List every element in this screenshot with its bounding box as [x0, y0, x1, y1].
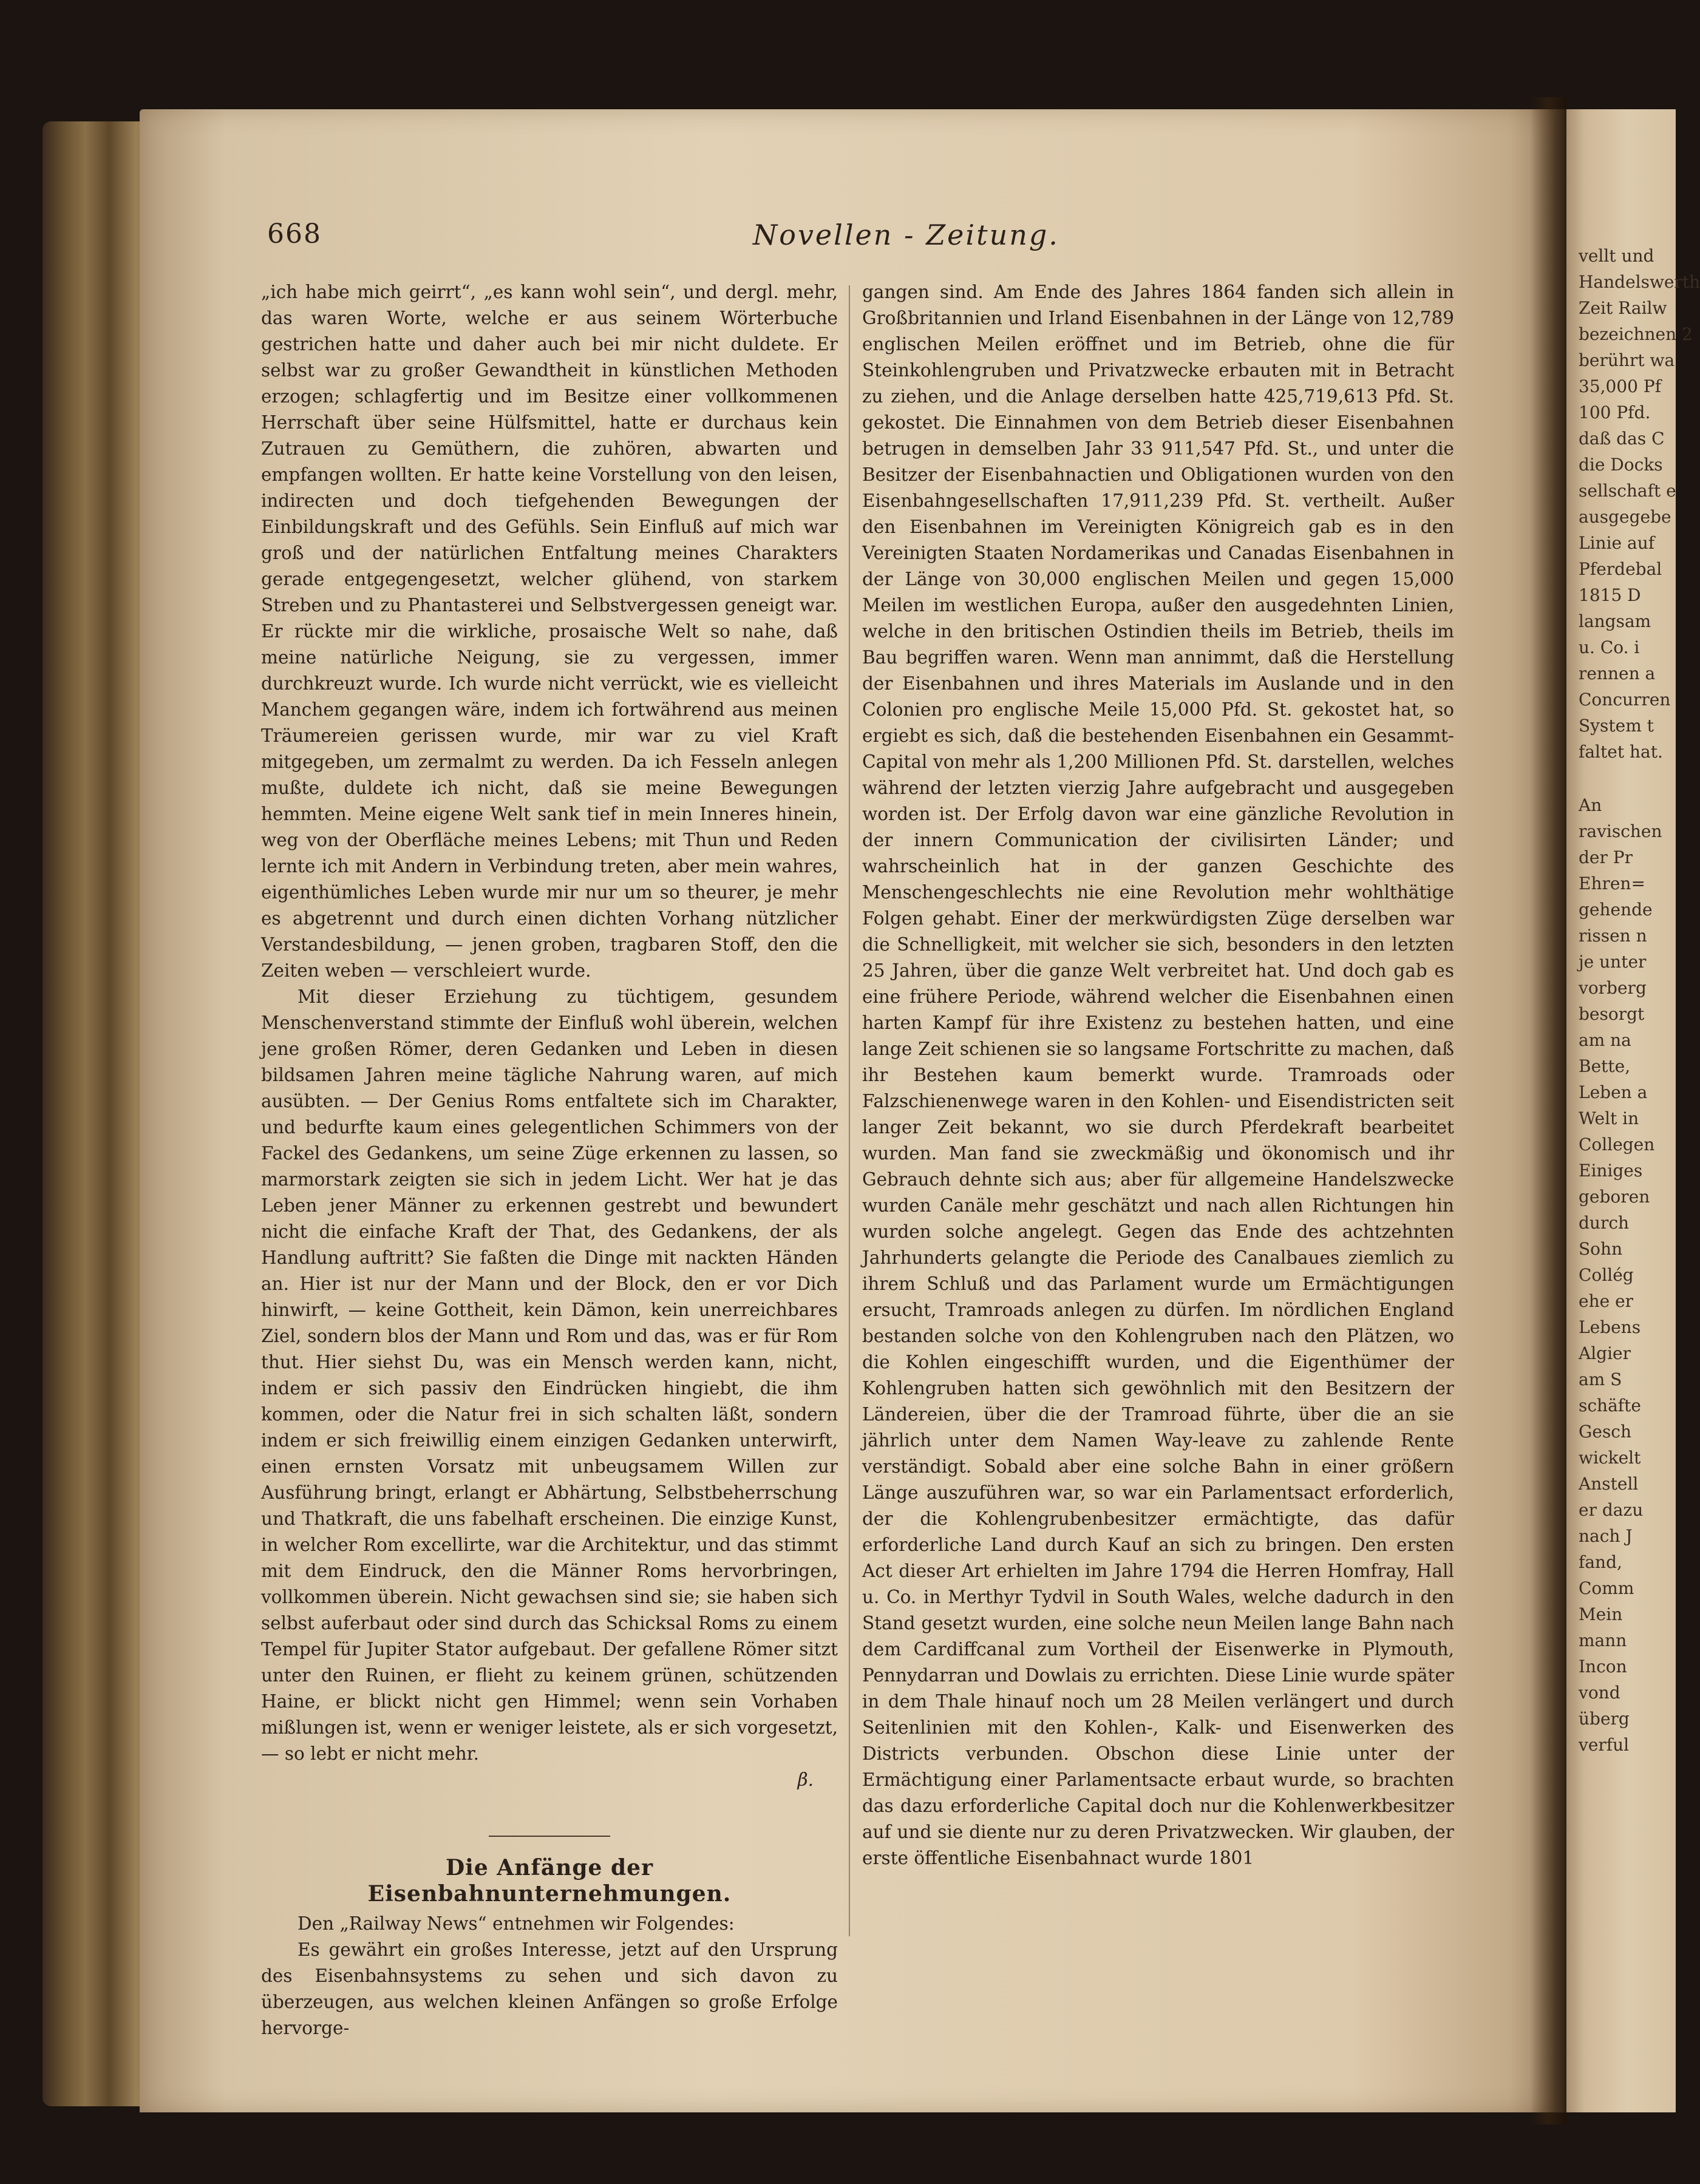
facing-line: Incon [1579, 1657, 1627, 1677]
facing-line: wickelt [1579, 1448, 1641, 1468]
facing-line: schäfte [1579, 1396, 1641, 1416]
facing-line: An [1579, 795, 1602, 815]
facing-line: am S [1579, 1369, 1622, 1389]
facing-line: fand, [1579, 1552, 1622, 1572]
facing-line: daß das C [1579, 429, 1665, 449]
facing-line: überg [1579, 1709, 1630, 1729]
facing-line: Gesch [1579, 1422, 1632, 1442]
author-signature: β. [797, 1769, 814, 1790]
facing-line: ehe er [1579, 1291, 1634, 1311]
facing-line: geboren [1579, 1187, 1650, 1207]
facing-line: vorberg [1579, 978, 1647, 998]
facing-line: je unter [1579, 952, 1647, 972]
facing-line: u. Co. i [1579, 637, 1640, 657]
facing-line: 100 Pfd. [1579, 402, 1651, 422]
facing-line: vond [1579, 1683, 1620, 1703]
facing-line: der Pr [1579, 847, 1633, 867]
column-rule [849, 285, 850, 1936]
book-gutter [1530, 97, 1566, 2125]
facing-line: Comm [1579, 1578, 1634, 1598]
facing-line: Lebens [1579, 1317, 1641, 1337]
facing-line: 35,000 Pf [1579, 376, 1662, 396]
facing-line: Algier [1579, 1343, 1631, 1363]
facing-line: System t [1579, 716, 1654, 736]
facing-line: langsam [1579, 611, 1651, 631]
facing-line: gehende [1579, 900, 1653, 920]
facing-line: ausgegebe [1579, 507, 1671, 527]
facing-line: die Docks [1579, 455, 1663, 475]
facing-line: vellt und [1579, 246, 1654, 266]
facing-page-text [1579, 243, 1700, 1758]
facing-line: ravischen [1579, 821, 1662, 841]
facing-line: verful [1579, 1735, 1630, 1755]
facing-line: sellschaft e [1579, 481, 1676, 501]
facing-line: faltet hat. [1579, 742, 1663, 762]
facing-line: Sohn [1579, 1239, 1623, 1259]
facing-line: Linie auf [1579, 533, 1655, 553]
facing-line: Leben a [1579, 1082, 1648, 1102]
facing-line: Collegen [1579, 1134, 1655, 1155]
facing-line: Bette, [1579, 1056, 1631, 1076]
facing-line: am na [1579, 1030, 1631, 1050]
facing-line: Pferdebal [1579, 559, 1662, 579]
facing-line: Mein [1579, 1604, 1623, 1624]
facing-line: besorgt [1579, 1004, 1645, 1024]
facing-line: Collég [1579, 1265, 1634, 1285]
left-text-column [261, 279, 838, 2041]
facing-line: Welt in [1579, 1108, 1639, 1128]
article-intro: Den „Railway News“ entnehmen wir Folgendes: [298, 1913, 735, 1934]
facing-line: er dazu [1579, 1500, 1644, 1520]
facing-line: Ehren= [1579, 873, 1645, 894]
running-title: Novellen - Zeitung. [753, 219, 1059, 251]
facing-line: Handelswerth [1579, 272, 1700, 292]
facing-line: Zeit Railw [1579, 298, 1667, 318]
facing-gap [1579, 765, 1670, 792]
facing-line: rissen n [1579, 926, 1647, 946]
article-title: Die Anfänge der Eisenbahnunternehmungen. [367, 1855, 732, 1907]
facing-line: bezeichnen 2 [1579, 324, 1693, 344]
paragraph: „ich habe mich geirrt“, „es kann wohl sein“, und dergl. mehr, das waren Worte, welche er aus seinem Wörterbuche gestrichen hatte und daher auch bei mir nicht duldete. Er selbst war zu großer Gewandtheit in künstlichen Methoden erzogen; schlagfertig und im Besitze einer vollkommenen Herrschaft über seine Hülfsmittel, hatte er durchaus kein Zutrauen zu Gemüthern, die zuhören, abwarten und empfangen wollten. Er hatte keine Vorstellung von den leisen, indirecten und doch tiefgehenden Bewegungen der Einbildungskraft und des Gefühls. Sein Einfluß auf mich war groß und der natürlichen Entfaltung meines Charakters gerade entgegengesetzt, welcher glühend, von starkem Streben und zu Phantasterei und Selbstvergessen geneigt war. Er rückte mir die wirkliche, prosaische Welt so nahe, daß meine natürliche Neigung, sie zu vergessen, immer durchkreuzt wurde. Ich wurde nicht verrückt, wie es vielleicht Manchem gegangen wäre, indem ich fortwährend aus meinen Träumereien gerissen wurde, mir war zu viel Kraft mitgegeben, um zermalmt zu werden. Da ich Fesseln anlegen mußte, duldete ich nicht, daß sie meine Bewegungen hemmten. Meine eigene Welt sank tief in mein Inneres hinein, weg von der Oberfläche meines Lebens; mit Thun und Reden lernte ich mit Andern in Verbindung treten, aber mein wahres, eigenthümliches Leben wurde mir nur um so theurer, je mehr es abgetrennt und durch einen dichten Vorhang nützlicher Verstandesbildung, — jenen groben, tragbaren Stoff, den die Zeiten weben — verschleiert wurde. [261, 282, 838, 981]
facing-line: nach J [1579, 1526, 1633, 1546]
facing-line: berührt wa [1579, 350, 1675, 370]
facing-line: mann [1579, 1630, 1627, 1650]
facing-line: durch [1579, 1213, 1630, 1233]
facing-line: rennen a [1579, 663, 1656, 683]
paragraph: Es gewährt ein großes Interesse, jetzt auf den Ursprung des Eisenbahnsystems zu sehen und sich davon zu überzeugen, aus welchen kleinen Anfängen so große Erfolge hervorge- [261, 1939, 838, 2038]
right-text-column [862, 279, 1454, 1871]
paragraph: Mit dieser Erziehung zu tüchtigem, gesundem Menschenverstand stimmte der Einfluß wohl überein, welchen jene großen Römer, deren Gedanken und Leben in diesen bildsamen Jahren meine tägliche Nahrung waren, auf mich ausübten. — Der Genius Roms entfaltete sich im Charakter, und bedurfte kaum eines gelegentlichen Schimmers von der Fackel des Gedankens, um seine Züge erkennen zu lassen, so marmorstark zeigten sie sich in jedem Licht. Wer hat je das Leben jener Männer zu erkennen gestrebt und bewundert nicht die einfache Kraft der That, des Gedankens, der als Handlung auftritt? Sie faßten die Dinge mit nackten Händen an. Hier ist nur der Mann und der Block, den er vor Dich hinwirft, — keine Gottheit, kein Dämon, kein unerreichbares Ziel, sondern blos der Mann und Rom und das, was er für Rom thut. Hier siehst Du, was ein Mensch werden kann, nicht, indem er sich passiv den Eindrücken hingiebt, die ihm kommen, oder die Natur frei in sich schalten läßt, sondern indem er sich freiwillig einem einzigen Gedanken unterwirft, einen ernsten Vorsatz mit unbeugsamem Willen zur Ausführung bringt, erlangt er Abhärtung, Selbstbeherrschung und Thatkraft, die uns fabelhaft erscheinen. Die einzige Kunst, in welcher Rom excellirte, war die Architektur, und das stimmt mit dem Eindruck, den die Männer Roms hervorbringen, vollkommen überein. Nicht gewachsen sind sie; sie haben sich selbst auferbaut oder sind durch das Schicksal Roms zu einem Tempel für Jupiter Stator aufgebaut. Der gefallene Römer sitzt unter den Ruinen, er flieht zu keinem grünen, schützenden Haine, er blickt nicht gen Himmel; wenn sein Vorhaben mißlungen ist, wenn er weniger leistete, als er sich vorgesetzt, — so lebt er nicht mehr. [261, 986, 838, 1764]
section-divider [489, 1836, 610, 1837]
page-number: 668 [267, 219, 322, 249]
facing-line: Anstell [1579, 1474, 1639, 1494]
facing-line: 1815 D [1579, 585, 1641, 605]
facing-line: Einiges [1579, 1161, 1643, 1181]
facing-line: Concurren [1579, 690, 1671, 710]
page-header [267, 219, 1457, 261]
paragraph: gangen sind. Am Ende des Jahres 1864 fanden sich allein in Großbritannien und Irland Eisenbahnen in der Länge von 12,789 englischen Meilen eröffnet und im Betrieb, ohne die für Steinkohlengruben und Privatzwecke erbauten mit in Betracht zu ziehen, und die Anlage derselben hatte 425,719,613 Pfd. St. gekostet. Die Einnahmen von dem Betrieb dieser Eisenbahnen betrugen in demselben Jahr 33 911,547 Pfd. St., und unter die Besitzer der Eisenbahnactien und Obligationen wurden von den Eisenbahngesellschaften 17,911,239 Pfd. St. vertheilt. Außer den Eisenbahnen im Vereinigten Königreich gab es in den Vereinigten Staaten Nordamerikas und Canadas Eisenbahnen in der Länge von 30,000 englischen Meilen und gegen 15,000 Meilen im westlichen Europa, außer den ausgedehnten Linien, welche in den britischen Ostindien theils im Betrieb, theils im Bau begriffen waren. Wenn man annimmt, daß die Herstellung der Eisenbahnen und ihres Materials im Auslande und in den Colonien pro englische Meile 15,000 Pfd. St. gekostet hat, so ergiebt es sich, daß die bestehenden Eisenbahnen ein Gesammt-Capital von mehr als 1,200 Millionen Pfd. St. darstellen, welches während der letzten vierzig Jahre aufgebracht und ausgegeben worden ist. Der Erfolg davon war eine gänzliche Revolution in der innern Communication der civilisirten Länder; und wahrscheinlich hat in der ganzen Geschichte des Menschengeschlechts nie eine Revolution mehr wohlthätige Folgen gehabt. Einer der merkwürdigsten Züge derselben war die Schnelligkeit, mit welcher sie sich, besonders in den letzten 25 Jahren, über die ganze Welt verbreitet hat. Und doch gab es eine frühere Periode, während welcher die Eisenbahnen einen harten Kampf für ihre Existenz zu bestehen hatten, und eine lange Zeit schienen sie so langsame Fortschritte zu machen, daß ihr Bestehen kaum bemerkt wurde. Tramroads oder Falzschienenwege waren in den Kohlen- und Eisendistricten seit langer Zeit bekannt, wo sie durch Pferdekraft bearbeitet wurden. Man fand sie zweckmäßig und ökonomisch und ihr Gebrauch dehnte sich aus; aber für allgemeine Handelszwecke wurden Canäle mehr geschätzt und nach allen Richtungen hin wurden solche angelegt. Gegen das Ende des achtzehnten Jahrhunderts gelangte die Periode des Canalbaues ziemlich zu ihrem Schluß und das Parlament wurde um Ermächtigungen ersucht, Tramroads anlegen zu dürfen. Im nördlichen England bestanden solche von den Kohlengruben nach den Plätzen, wo die Kohlen eingeschifft wurden, und die Eigenthümer der Kohlengruben hatten sich gewöhnlich mit den Besitzern der Ländereien, über die der Tramroad führte, über die an sie jährlich unter dem Namen Way-leave zu zahlende Rente verständigt. Sobald aber eine solche Bahn in einer größern Länge auszuführen war, so war ein Parlamentsact erforderlich, der die Kohlengrubenbesitzer ermächtigte, das dafür erforderliche Land durch Kauf an sich zu bringen. Den ersten Act dieser Art erhielten im Jahre 1794 die Herren Homfray, Hall u. Co. in Merthyr Tydvil in South Wales, welche dadurch in den Stand gesetzt wurden, eine solche neun Meilen lange Bahn nach dem Cardiffcanal zum Vortheil der Eisenwerke in Plymouth, Pennydarran und Dowlais zu errichten. Diese Linie wurde später in dem Thale hinauf noch um 28 Meilen verlängert und durch Seitenlinien mit den Kohlen-, Kalk- und Eisenwerken des Districts verbunden. Obschon diese Linie unter der Ermächtigung einer Parlamentsacte erbaut wurde, so brachten das dazu erforderliche Capital doch nur die Kohlenwerkbesitzer auf und sie diente nur zu deren Privatzwecken. Wir glauben, der erste öffentliche Eisenbahnact wurde 1801 [862, 282, 1454, 1868]
